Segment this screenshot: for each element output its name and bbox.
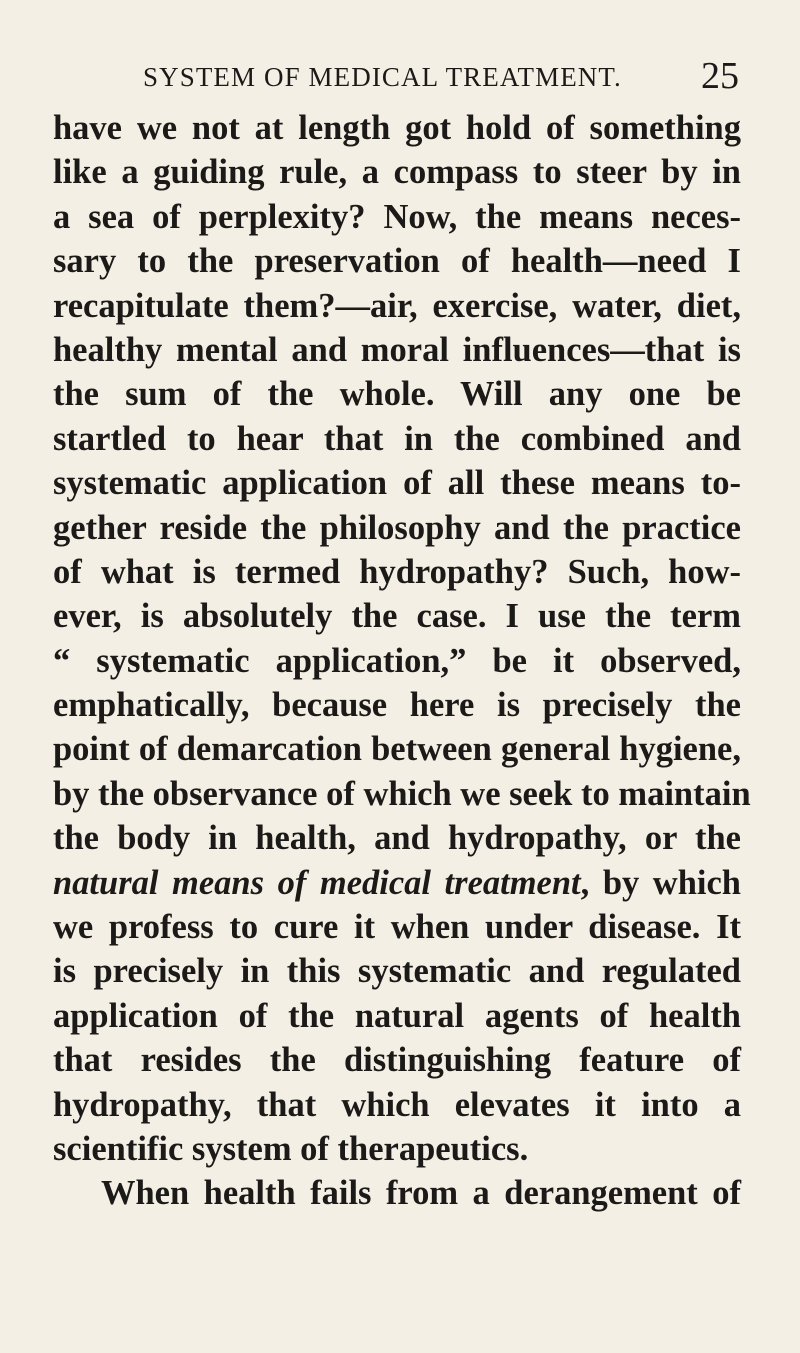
- text-line: point of demarcation between general hygiene,: [53, 730, 741, 769]
- text-line: application of the natural agents of health: [53, 996, 741, 1035]
- text-line-rest: , by which: [580, 863, 741, 902]
- text-line: hydropathy, that which elevates it into a: [53, 1085, 741, 1124]
- text-line: we profess to cure it when under disease. It: [53, 908, 741, 947]
- text-line: recapitulate them?—air, exercise, water, diet,: [53, 286, 741, 325]
- text-line: healthy mental and moral influences—that is: [53, 330, 741, 369]
- italic-phrase: natural means of medical treatment: [53, 863, 581, 902]
- text-line: ever, is absolutely the case. I use the term: [53, 597, 741, 636]
- text-line: “ systematic application,” be it observed,: [53, 641, 741, 680]
- text-line: that resides the distinguishing feature of: [53, 1041, 741, 1080]
- page-number: 25: [701, 55, 739, 97]
- text-line: a sea of perplexity? Now, the means neces-: [53, 197, 741, 236]
- paragraph-end-line: scientific system of therapeutics.: [53, 1129, 529, 1168]
- running-head: [143, 55, 739, 98]
- text-line: emphatically, because here is precisely the: [53, 686, 741, 725]
- text-line: is precisely in this systematic and regulated: [53, 952, 741, 991]
- text-line: systematic application of all these means to-: [53, 464, 741, 503]
- new-paragraph-line: When health fails from a derangement of: [101, 1174, 741, 1213]
- text-line: gether reside the philosophy and the practice: [53, 508, 741, 547]
- text-line: the body in health, and hydropathy, or the: [53, 819, 741, 858]
- running-title: SYSTEM OF MEDICAL TREATMENT.: [143, 62, 622, 92]
- text-line: like a guiding rule, a compass to steer by in: [53, 153, 741, 192]
- text-line-with-italic: [53, 861, 741, 905]
- text-line: have we not at length got hold of something: [53, 109, 741, 147]
- text-line: of what is termed hydropathy? Such, how-: [53, 552, 741, 591]
- text-line: by the observance of which we seek to maintain: [53, 774, 751, 813]
- text-line: startled to hear that in the combined and: [53, 419, 741, 458]
- text-line: the sum of the whole. Will any one be: [53, 375, 741, 414]
- body-text: [53, 106, 751, 1216]
- text-line: sary to the preservation of health—need I: [53, 242, 741, 281]
